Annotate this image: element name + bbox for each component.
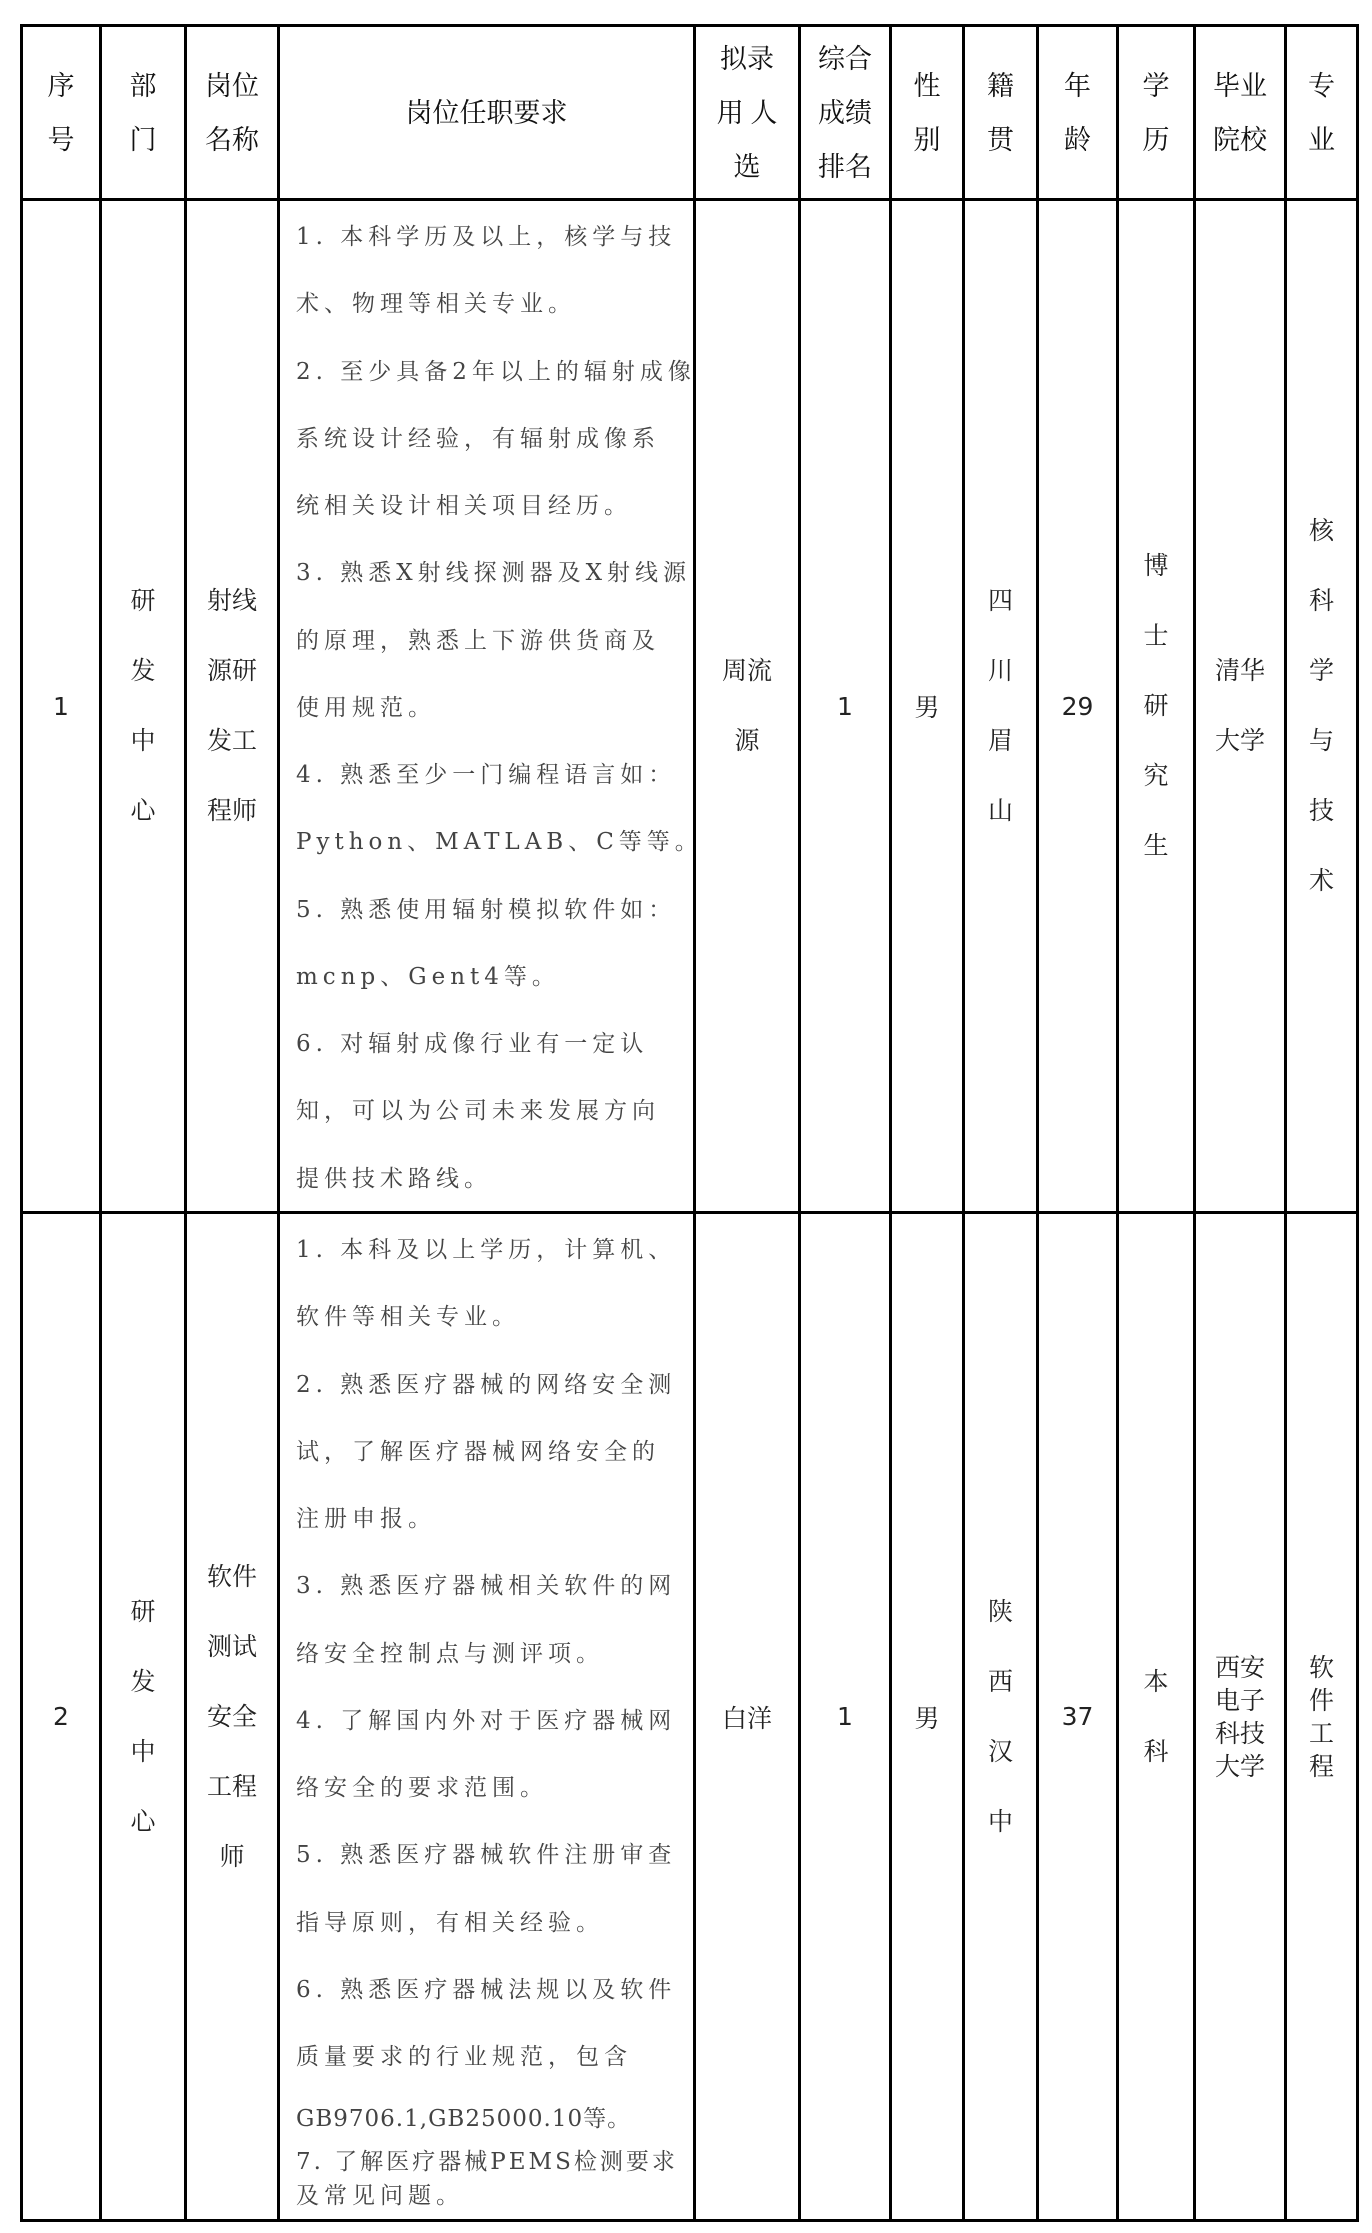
grid-line [20, 2219, 1359, 2222]
cell-text: 眉 [987, 726, 1013, 755]
cell-text: 大学 [1214, 1751, 1265, 1781]
cell-text: 发 [130, 1666, 156, 1696]
cell-text: 西安 [1214, 1652, 1265, 1682]
requirement-line: 1. 本科学历及以上，核学与技 [296, 224, 677, 250]
cell-text: 37 [1061, 1702, 1094, 1731]
cell-text: 科技 [1214, 1718, 1265, 1748]
header-text: 专 [1308, 70, 1335, 101]
table-row-1-education [1119, 201, 1193, 1211]
header-text: 院校 [1213, 124, 1267, 155]
table-row-2-rank [801, 1214, 889, 2219]
cell-text: 源研 [206, 656, 257, 685]
cell-text: 中 [130, 726, 156, 755]
table-row-1-origin [965, 201, 1036, 1211]
cell-text: 测试 [206, 1631, 257, 1661]
table-row-2-major [1287, 1214, 1356, 2219]
cell-text: 男 [914, 1703, 940, 1733]
table-row-2-school [1196, 1214, 1284, 2219]
cell-text: 件 [1308, 1685, 1334, 1715]
header-requirements [280, 27, 693, 198]
header-major [1287, 27, 1356, 198]
header-text: 选 [733, 151, 761, 182]
table-row-1-major [1287, 201, 1356, 1211]
cell-text: 1 [837, 691, 853, 721]
cell-text: 博 [1143, 551, 1169, 580]
table-row-1-requirements [296, 201, 703, 1211]
cell-text: 软件 [206, 1561, 257, 1591]
requirement-line: 术、物理等相关专业。 [296, 291, 576, 317]
header-text: 部 [129, 70, 157, 101]
table-row-2-origin [965, 1214, 1036, 2219]
cell-text: 发 [130, 656, 156, 685]
header-text: 门 [129, 124, 157, 155]
header-text: 性 [913, 70, 941, 101]
requirement-line: 2. 至少具备2年以上的辐射成像 [296, 359, 696, 385]
header-text: 名称 [205, 124, 259, 155]
table-row-2-position [187, 1214, 277, 2219]
header-text: 年 [1064, 70, 1091, 101]
header-text: 综合 [818, 43, 872, 74]
cell-text: 师 [219, 1841, 245, 1871]
table-row-2-requirements [296, 1214, 691, 2219]
cell-text: 男 [914, 693, 940, 722]
cell-text: 西 [987, 1666, 1013, 1696]
header-origin [965, 27, 1036, 198]
header-text: 籍 [987, 70, 1014, 101]
table-row-2-age [1039, 1214, 1116, 2219]
cell-text: 心 [130, 796, 156, 825]
cell-text: 29 [1061, 691, 1094, 721]
cell-text: 中 [987, 1806, 1013, 1836]
header-education [1119, 27, 1193, 198]
cell-text: 陕 [987, 1596, 1013, 1626]
cell-text: 大学 [1214, 726, 1265, 755]
cell-text: 究 [1143, 761, 1169, 790]
header-gender [892, 27, 962, 198]
cell-text: 学 [1308, 656, 1334, 685]
cell-text: 1 [53, 691, 69, 721]
grid-line [277, 24, 280, 2222]
cell-text: 士 [1143, 621, 1169, 650]
header-text: 别 [913, 124, 941, 155]
requirement-line: 3. 熟悉X射线探测器及X射线源 [296, 560, 692, 586]
header-text: 历 [1142, 124, 1170, 155]
requirement-line: 1. 本科及以上学历，计算机、 [296, 1237, 677, 1263]
header-position [187, 27, 277, 198]
requirement-line: 质量要求的行业规范，包含 [296, 2044, 632, 2070]
requirement-line: mcnp、Gent4等。 [296, 964, 560, 990]
cell-text: 清华 [1214, 656, 1265, 685]
table-row-2-education [1119, 1214, 1193, 2219]
header-text: 排名 [818, 151, 872, 182]
header-text: 毕业 [1213, 70, 1267, 101]
table-row-1-seq [23, 201, 99, 1211]
table-row-1-candidate [696, 201, 798, 1211]
cell-text: 程师 [206, 796, 257, 825]
header-school [1196, 27, 1284, 198]
cell-text: 安全 [206, 1701, 257, 1731]
cell-text: 术 [1308, 866, 1334, 895]
requirement-line: 试，了解医疗器械网络安全的 [296, 1439, 660, 1465]
header-rank [801, 27, 889, 198]
header-text: 用 人 [716, 97, 778, 128]
requirement-line: 统相关设计相关项目经历。 [296, 493, 632, 519]
cell-text: 技 [1308, 796, 1334, 825]
requirement-line: 知，可以为公司未来发展方向 [296, 1098, 660, 1124]
requirement-line: Python、MATLAB、C等等。 [296, 829, 703, 855]
table-row-2-seq [23, 1214, 99, 2219]
requirement-line: 络安全的要求范围。 [296, 1775, 548, 1801]
header-text: 成绩 [818, 97, 872, 128]
cell-text: 研 [130, 1596, 156, 1626]
cell-text: 白洋 [721, 1703, 772, 1733]
cell-text: 射线 [206, 586, 257, 615]
header-dept [102, 27, 184, 198]
cell-text: 软 [1308, 1652, 1334, 1682]
requirement-line: 2. 熟悉医疗器械的网络安全测 [296, 1372, 677, 1398]
table-row-2-candidate [696, 1214, 798, 2219]
requirement-line: 7. 了解医疗器械PEMS检测要求 [296, 2149, 678, 2175]
header-age [1039, 27, 1116, 198]
table-row-1-rank [801, 201, 889, 1211]
cell-text: 生 [1143, 831, 1169, 860]
cell-text: 山 [987, 796, 1013, 825]
requirement-line: 注册申报。 [296, 1506, 436, 1532]
cell-text: 电子 [1214, 1685, 1265, 1715]
header-text: 龄 [1064, 124, 1091, 155]
header-seq [23, 27, 99, 198]
cell-text: 1 [837, 1702, 853, 1731]
header-text: 序 [47, 70, 75, 101]
requirement-line: 6. 熟悉医疗器械法规以及软件 [296, 1977, 677, 2003]
cell-text: 研 [1143, 691, 1169, 720]
table-row-1-position [187, 201, 277, 1211]
cell-text: 中 [130, 1736, 156, 1766]
recruitment-table [20, 24, 1359, 2222]
requirement-line: 提供技术路线。 [296, 1166, 492, 1192]
requirement-line: 软件等相关专业。 [296, 1304, 520, 1330]
cell-text: 2 [53, 1702, 69, 1731]
requirement-line: 3. 熟悉医疗器械相关软件的网 [296, 1573, 677, 1599]
cell-text: 本 [1143, 1666, 1169, 1696]
requirement-line: 5. 熟悉使用辐射模拟软件如： [296, 897, 677, 923]
header-text: 号 [47, 124, 75, 155]
requirement-line: GB9706.1,GB25000.10等。 [296, 2106, 632, 2132]
requirement-line: 5. 熟悉医疗器械软件注册审查 [296, 1842, 677, 1868]
requirement-line: 6. 对辐射成像行业有一定认 [296, 1031, 649, 1057]
cell-text: 心 [130, 1806, 156, 1836]
requirement-line: 系统设计经验，有辐射成像系 [296, 426, 660, 452]
table-row-1-school [1196, 201, 1284, 1211]
requirement-line: 的原理，熟悉上下游供货商及 [296, 628, 660, 654]
cell-text: 周流 [721, 656, 772, 685]
header-candidate [696, 27, 798, 198]
requirement-line: 及常见问题。 [296, 2183, 464, 2209]
table-row-2-gender [892, 1214, 962, 2219]
cell-text: 四 [987, 586, 1013, 615]
cell-text: 发工 [206, 726, 257, 755]
header-text: 学 [1142, 70, 1170, 101]
header-text: 岗位任职要求 [405, 97, 568, 128]
cell-text: 汉 [987, 1736, 1013, 1766]
requirement-line: 络安全控制点与测评项。 [296, 1641, 604, 1667]
requirement-line: 4. 了解国内外对于医疗器械网 [296, 1708, 677, 1734]
cell-text: 与 [1308, 726, 1334, 755]
table-row-1-age [1039, 201, 1116, 1211]
requirement-line: 使用规范。 [296, 695, 436, 721]
table-row-2-dept [102, 1214, 184, 2219]
header-text: 岗位 [205, 70, 259, 101]
cell-text: 科 [1143, 1736, 1169, 1766]
requirement-line: 指导原则，有相关经验。 [296, 1910, 604, 1936]
cell-text: 程 [1308, 1751, 1334, 1781]
cell-text: 研 [130, 586, 156, 615]
cell-text: 工程 [206, 1771, 257, 1801]
cell-text: 核 [1308, 516, 1334, 545]
cell-text: 源 [734, 726, 760, 755]
cell-text: 工 [1308, 1718, 1334, 1748]
header-text: 拟录 [720, 43, 774, 74]
cell-text: 川 [987, 656, 1013, 685]
header-text: 贯 [987, 124, 1014, 155]
cell-text: 科 [1308, 586, 1334, 615]
table-row-1-dept [102, 201, 184, 1211]
table-row-1-gender [892, 201, 962, 1211]
header-text: 业 [1308, 124, 1335, 155]
requirement-line: 4. 熟悉至少一门编程语言如： [296, 762, 677, 788]
grid-line [1356, 24, 1359, 2222]
